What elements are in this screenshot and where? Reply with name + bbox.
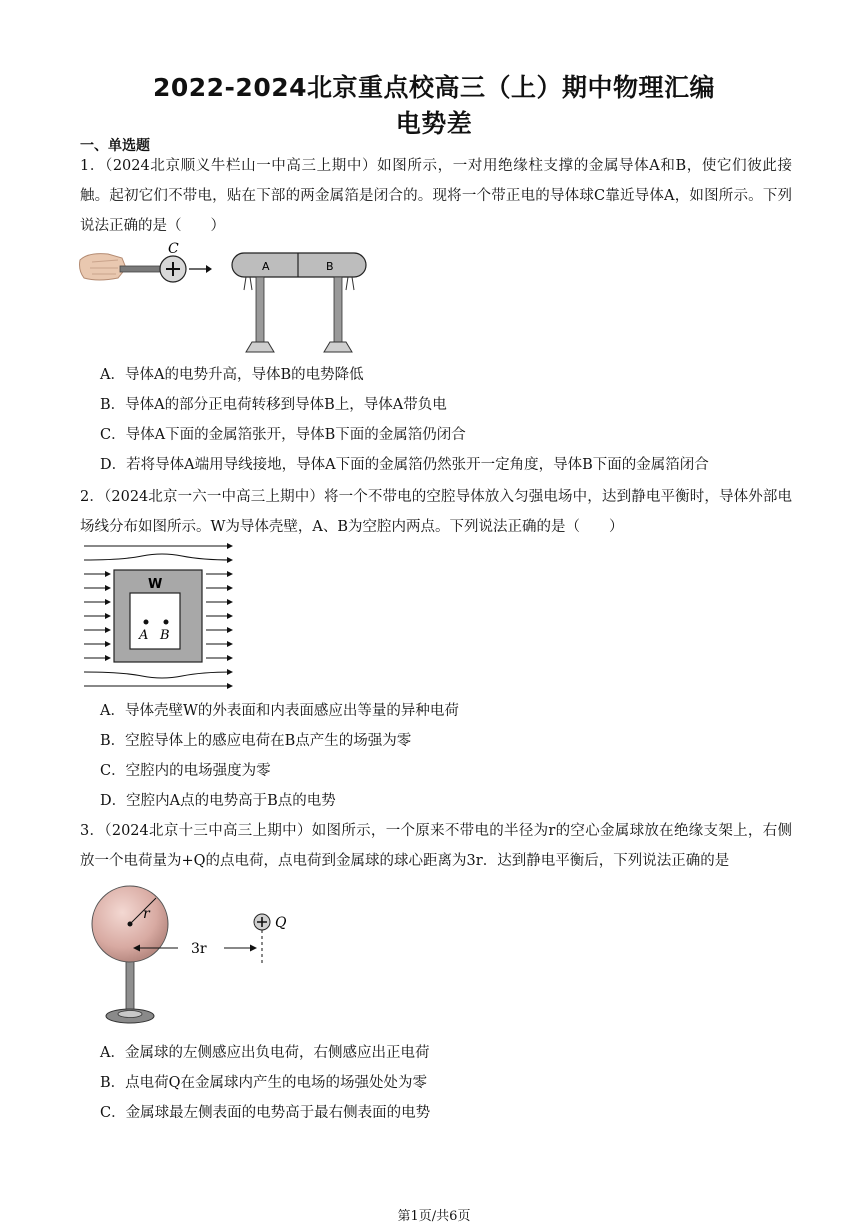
section-heading: 一、单选题 [80,138,150,154]
point-a [144,620,149,625]
question-2-figure [82,538,238,690]
cavity [130,593,180,649]
label-point-a: A [139,628,149,643]
question-2-option-d: D．空腔内A点的电势高于B点的电势 [100,793,336,809]
label-c: C [168,241,179,257]
question-2-option-a: A．导体壳壁W的外表面和内表面感应出等量的异种电荷 [100,703,459,719]
page-title: 2022-2024北京重点校高三（上）期中物理汇编 [152,73,716,102]
label-w: W [148,577,163,592]
label-q: Q [275,915,287,931]
label-b: B [326,260,334,273]
question-1-option-c: C．导体A下面的金属箔张开，导体B下面的金属箔仍闭合 [100,427,466,443]
page-subtitle: 电势差 [395,109,473,138]
question-2-option-c: C．空腔内的电场强度为零 [100,763,271,779]
question-1-figure [78,238,378,358]
question-3-stem: 3．（2024北京十三中高三上期中）如图所示，一个原来不带电的半径为r的空心金属球放在绝缘支架上，右侧放一个电荷量为+Q的点电荷，点电荷到金属球的球心距离为3r．达到静电平衡后，下列说法正确的是 [80,823,792,869]
question-3-option-b: B．点电荷Q在金属球内产生的电场的场强处处为零 [100,1075,428,1091]
question-2-stem: 2．（2024北京一六一中高三上期中）将一个不带电的空腔导体放入匀强电场中，达到静电平衡时，导体外部电场线分布如图所示。W为导体壳壁，A、B为空腔内两点。下列说法正确的是（ ） [80,489,792,535]
question-1-option-a: A．导体A的电势升高，导体B的电势降低 [100,367,364,383]
question-3-option-a: A．金属球的左侧感应出负电荷，右侧感应出正电荷 [100,1045,430,1061]
point-b [164,620,169,625]
question-1-option-d: D．若将导体A端用导线接地，导体A下面的金属箔仍然张开一定角度，导体B下面的金属箔闭合 [100,457,709,473]
conductor-ab [232,253,366,277]
question-3-option-c: C．金属球最左侧表面的电势高于最右侧表面的电势 [100,1105,431,1121]
question-3-figure [88,880,298,1030]
label-a: A [262,260,270,273]
page-number: 第1页/共6页 [397,1209,471,1224]
hand-icon [80,254,127,280]
label-radius: r [143,906,150,922]
question-2-option-b: B．空腔导体上的感应电荷在B点产生的场强为零 [100,733,412,749]
question-1-stem: 1．（2024北京顺义牛栏山一中高三上期中）如图所示，一对用绝缘柱支撑的金属导体A和B，使它们彼此接触。起初它们不带电，贴在下部的两金属箔是闭合的。现将一个带正电的导体球C靠近导体A，如图所示。下列说法正确的是（ ） [80,158,792,234]
question-1-option-b: B．导体A的部分正电荷转移到导体B上，导体A带负电 [100,397,447,413]
label-point-b: B [160,628,170,643]
label-distance: 3r [191,941,207,957]
